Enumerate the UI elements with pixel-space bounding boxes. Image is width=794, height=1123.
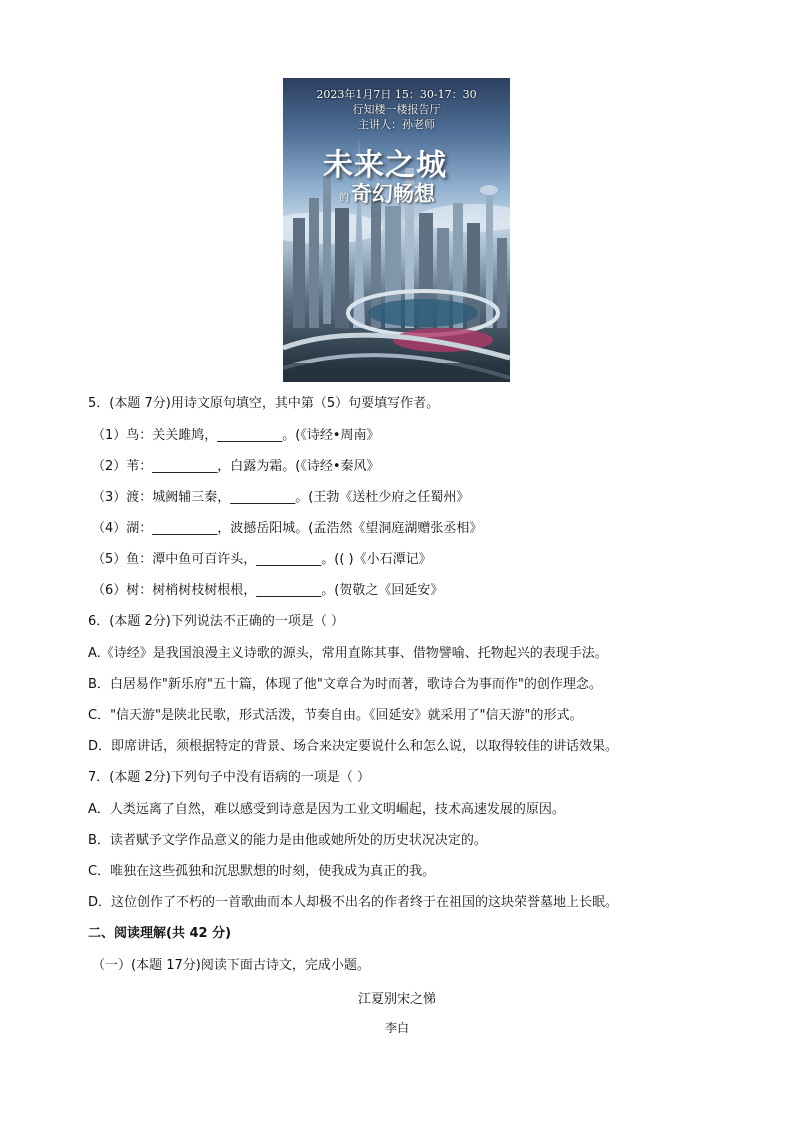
question-5-item-5: （5）鱼：潭中鱼可百许头，__________。(( )《小石潭记》 xyxy=(92,552,432,567)
question-5-item-3: （3）渡：城阙辅三秦，__________。(王勃《送杜少府之任蜀州》 xyxy=(92,490,470,505)
question-5-item-4: （4）湖：__________，波撼岳阳城。(孟浩然《望洞庭湖赠张丞相》 xyxy=(92,521,483,536)
question-6-option-d: D．即席讲话，须根据特定的背景、场合来决定要说什么和怎么说，以取得较佳的讲话效果。 xyxy=(88,739,619,754)
question-5-item-2: （2）苇：__________，白露为霜。(《诗经•秦风》 xyxy=(92,459,380,474)
question-5-item-6: （6）树：树梢树枝树根根，__________。(贺敬之《回延安》 xyxy=(92,583,444,598)
question-7-option-a: A．人类远离了自然，难以感受到诗意是因为工业文明崛起，技术高速发展的原因。 xyxy=(88,802,565,817)
question-5-stem: 5．(本题 7分)用诗文原句填空，其中第（5）句要填写作者。 xyxy=(88,396,440,411)
poem-author: 李白 xyxy=(384,1021,409,1035)
question-6-option-a: A.《诗经》是我国浪漫主义诗歌的源头，常用直陈其事、借物譬喻、托物起兴的表现手法。 xyxy=(88,646,608,661)
poster-date: 2023年1月7日 15：30-17：30 xyxy=(316,88,477,101)
question-7-option-c: C．唯独在这些孤独和沉思默想的时刻，使我成为真正的我。 xyxy=(88,864,436,879)
poster-venue: 行知楼一楼报告厅 xyxy=(352,103,441,116)
poem-title: 江夏别宋之悌 xyxy=(357,992,436,1007)
poster-subtitle-main: 奇幻畅想 xyxy=(351,181,435,206)
event-poster xyxy=(283,78,510,382)
question-7-option-b: B．读者赋予文学作品意义的能力是由他或她所处的历史状况决定的。 xyxy=(88,833,487,848)
question-6-option-b: B．白居易作"新乐府"五十篇，体现了他"文章合为时而著，歌诗合为事而作"的创作理念。 xyxy=(88,677,602,692)
poster-subtitle xyxy=(339,178,435,208)
question-5-item-1: （1）鸟：关关雎鸠，__________。(《诗经•周南》 xyxy=(92,428,380,443)
poster-subtitle-prefix: 的 xyxy=(339,193,349,204)
question-7-stem: 7．(本题 2分)下列句子中没有语病的一项是（ ） xyxy=(88,770,370,785)
poster-title: 未来之城 xyxy=(323,148,447,183)
section-2-subheading: （一）(本题 17分)阅读下面古诗文，完成小题。 xyxy=(92,958,370,973)
question-7-option-d: D．这位创作了不朽的一首歌曲而本人却极不出名的作者终于在祖国的这块荣誉墓地上长眠。 xyxy=(88,895,619,910)
poster-speaker: 主讲人：孙老师 xyxy=(358,118,435,131)
question-6-option-c: C．"信天游"是陕北民歌，形式活泼，节奏自由。《回延安》就采用了"信天游"的形式。 xyxy=(88,708,583,723)
section-2-title: 二、阅读理解(共 42 分) xyxy=(88,926,232,941)
question-6-stem: 6．(本题 2分)下列说法不正确的一项是（ ） xyxy=(88,614,344,629)
